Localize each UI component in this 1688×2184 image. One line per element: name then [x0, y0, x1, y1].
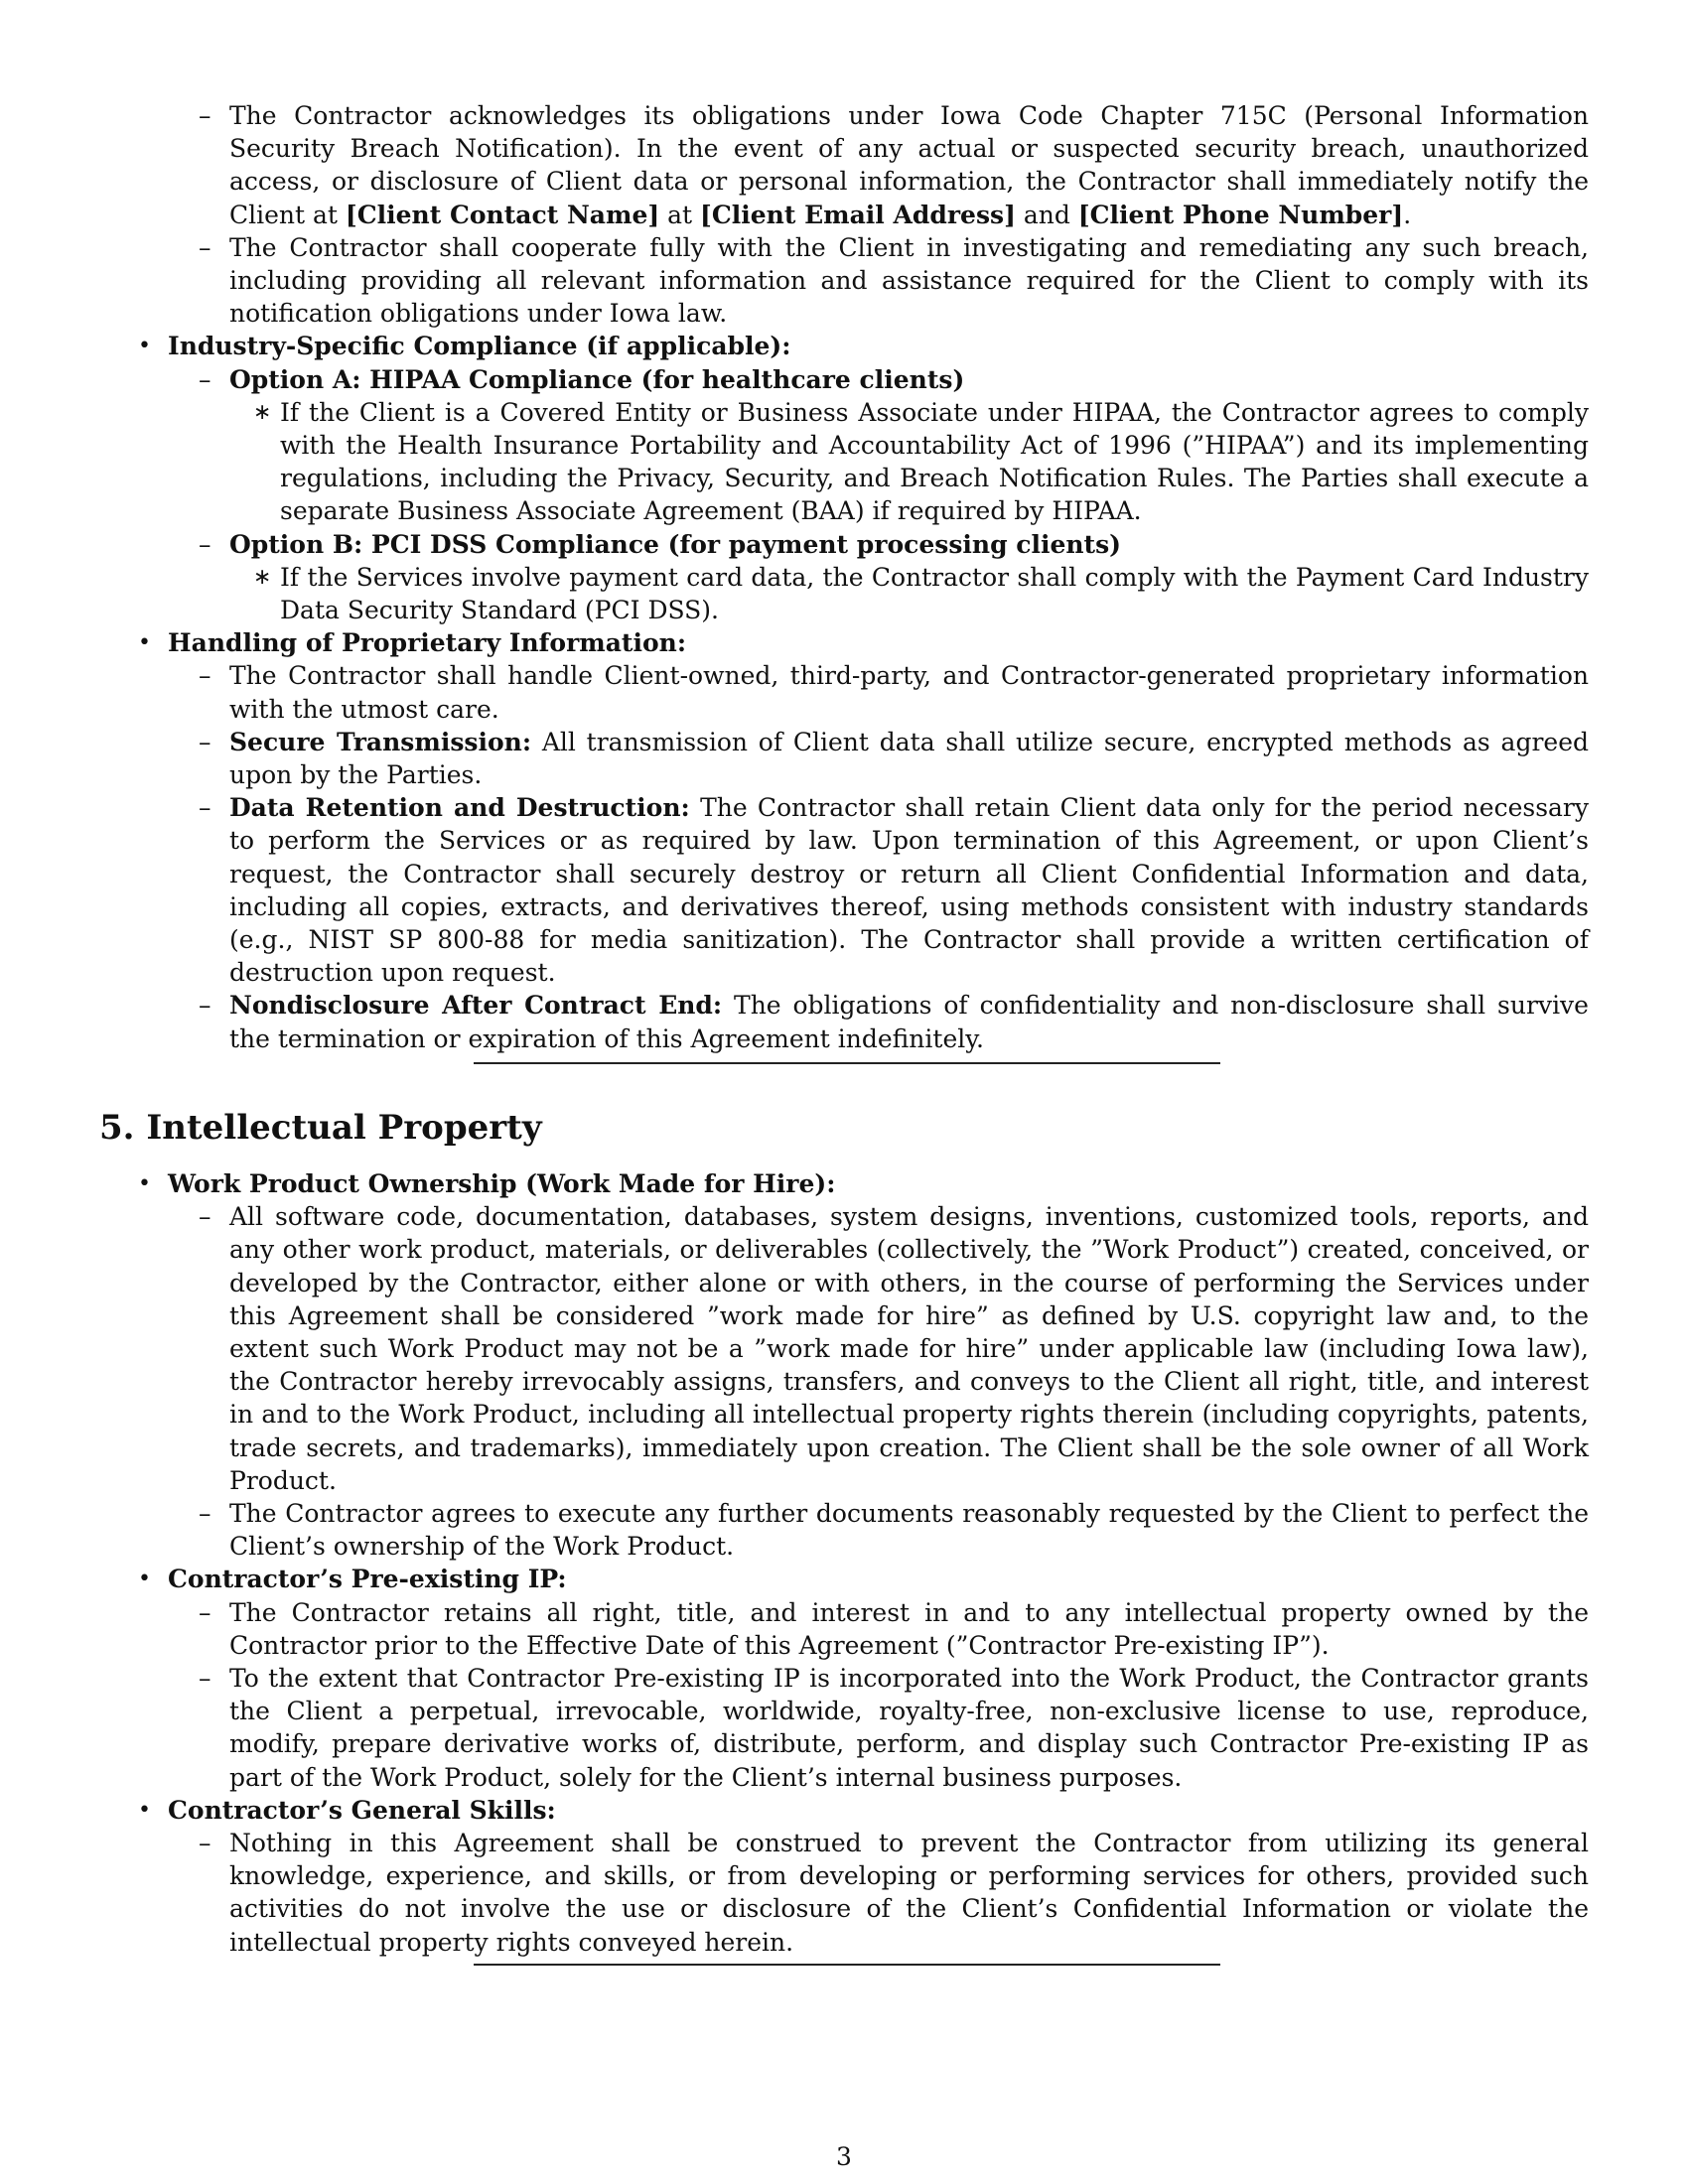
- section-5-list: [0, 1167, 1688, 1959]
- preexisting-retain-item: [168, 1596, 1589, 1662]
- breach-text: The Contractor acknowledges its obligations under Iowa Code Chapter 715C (Personal Information Security Breach Notification). In the event of any actual or suspected security breach, unauthorized access, or disclosure of Client data or personal information, the Contractor shall immediately notify the Client at: [229, 101, 1589, 229]
- preexisting-ip-item: [0, 1563, 1688, 1793]
- section-divider: [474, 1062, 1220, 1064]
- nondisclosure-text: The obligations of confidentiality and non-disclosure shall survive the termination or expiration of this Agreement indefinitely.: [229, 991, 1589, 1053]
- preexisting-retain-text: The Contractor retains all right, title, and interest in and to any intellectual property owned by the Contractor prior to the Effective Date of this Agreement (”Contractor Pre-existing IP”).: [229, 1597, 1589, 1660]
- option-b-text-item: [229, 561, 1589, 626]
- general-skills-text: Nothing in this Agreement shall be construed to prevent the Contractor from utilizing its general knowledge, experience, and skills, or from developing or performing services for others, provided such activities do not involve the use or disclosure of the Client’s Confidential Information or violate the intellectual property rights conveyed herein.: [229, 1829, 1589, 1957]
- client-contact-name-placeholder: [Client Contact Name]: [345, 200, 660, 229]
- preexisting-ip-list: [168, 1596, 1589, 1794]
- punctuation: .: [1403, 200, 1412, 229]
- option-a-text: If the Client is a Covered Entity or Business Associate under HIPAA, the Contractor agrees to comply with the Health Insurance Portability and Accountability Act of 1996 (”HIPAA”) and its implementing regulations, including the Privacy, Security, and Breach Notification Rules. The Parties shall execute a separate Business Associate Agreement (BAA) if required by HIPAA.: [280, 397, 1589, 526]
- data-retention-lead: Data Retention and Destruction:: [229, 793, 690, 823]
- nondisclosure-item: [168, 989, 1589, 1054]
- section-heading: 5. Intellectual Property: [99, 1108, 542, 1148]
- cooperation-text: The Contractor shall cooperate fully with the Client in investigating and remediating any such breach, including providing all relevant information and assistance required for the Client to comply with its notification obligations under Iowa law.: [229, 232, 1589, 329]
- data-retention-text: The Contractor shall retain Client data only for the period necessary to perform the Services or as required by law. Upon termination of this Agreement, or upon Client’s request, the Contractor shall securely destroy or return all Client Confidential Information and data, including all copies, extracts, and derivatives thereof, using methods consistent with industry standards (e.g., NIST SP 800-88 for media sanitization). The Contractor shall provide a written certification of destruction upon request.: [229, 793, 1590, 988]
- section-divider: [474, 1964, 1220, 1966]
- breach-cooperation-item: [0, 231, 1688, 331]
- industry-compliance-item: [0, 330, 1688, 626]
- proprietary-info-list: [168, 659, 1589, 1054]
- section-4-continuation: [0, 99, 1688, 1055]
- nondisclosure-lead: Nondisclosure After Contract End:: [229, 991, 723, 1021]
- industry-compliance-label: • Industry-Specific Compliance (if applicable):: [168, 332, 791, 361]
- secure-transmission-item: [168, 726, 1589, 791]
- proprietary-care-item: [168, 659, 1589, 725]
- option-b-text: If the Services involve payment card data, the Contractor shall comply with the Payment Card Industry Data Security Standard (PCI DSS).: [280, 562, 1589, 625]
- client-phone-placeholder: [Client Phone Number]: [1077, 200, 1404, 229]
- general-skills-label: • Contractor’s General Skills:: [168, 1795, 556, 1825]
- connector-text: and: [1015, 200, 1078, 229]
- proprietary-info-item: [0, 626, 1688, 1055]
- general-skills-text-item: [168, 1827, 1589, 1959]
- secure-transmission-lead: Secure Transmission:: [229, 727, 532, 756]
- general-skills-item: [0, 1794, 1688, 1959]
- option-a-label: – Option A: HIPAA Compliance (for healthcare clients): [229, 364, 965, 394]
- preexisting-ip-label: • Contractor’s Pre-existing IP:: [168, 1565, 567, 1594]
- work-product-list: [168, 1200, 1589, 1563]
- client-email-placeholder: [Client Email Address]: [700, 200, 1016, 229]
- work-product-item: [0, 1167, 1688, 1563]
- preexisting-license-item: [168, 1662, 1589, 1794]
- work-product-ownership-item: [168, 1200, 1589, 1497]
- item-text: The Contractor shall handle Client-owned, third-party, and Contractor-generated proprietary information with the utmost care.: [229, 661, 1589, 724]
- data-retention-item: [168, 791, 1589, 989]
- option-a-sublist: [229, 396, 1589, 528]
- breach-notification-item: [0, 99, 1688, 231]
- work-product-documents-item: [168, 1497, 1589, 1563]
- connector-text: at: [659, 200, 701, 229]
- option-a-text-item: [229, 396, 1589, 528]
- section-4-main-list: [0, 330, 1688, 1054]
- work-product-documents-text: The Contractor agrees to execute any further documents reasonably requested by the Client to perfect the Client’s ownership of the Work Product.: [229, 1499, 1589, 1562]
- proprietary-info-label: • Handling of Proprietary Information:: [168, 628, 687, 658]
- breach-notification-list: [0, 99, 1688, 330]
- option-b-item: [168, 528, 1589, 627]
- work-product-ownership-text: All software code, documentation, databases, system designs, inventions, customized tools, reports, and any other work product, materials, or deliverables (collectively, the ”Work Product”) created, conceived, or developed by the Contractor, either alone or with others, in the course of performing the Services under this Agreement shall be considered ”work made for hire” as defined by U.S. copyright law and, to the extent such Work Product may not be a ”work made for hire” under applicable law (including Iowa law), the Contractor hereby irrevocably assigns, transfers, and conveys to the Client all right, title, and interest in and to the Work Product, including all intellectual property rights therein (including copyrights, patents, trade secrets, and trademarks), immediately upon creation. The Client shall be the sole owner of all Work Product.: [229, 1202, 1589, 1495]
- general-skills-list: [168, 1827, 1589, 1959]
- work-product-label: • Work Product Ownership (Work Made for Hire):: [168, 1169, 836, 1198]
- industry-options-list: [168, 363, 1589, 627]
- secure-transmission-text: All transmission of Client data shall utilize secure, encrypted methods as agreed upon by the Parties.: [229, 727, 1589, 790]
- option-b-label: – Option B: PCI DSS Compliance (for payment processing clients): [229, 529, 1121, 559]
- option-a-item: [168, 363, 1589, 528]
- preexisting-license-text: To the extent that Contractor Pre-existing IP is incorporated into the Work Product, the Contractor grants the Client a perpetual, irrevocable, worldwide, royalty-free, non-exclusive license to use, reproduce, modify, prepare derivative works of, distribute, perform, and display such Contractor Pre-existing IP as part of the Work Product, solely for the Client’s internal business purposes.: [229, 1664, 1589, 1792]
- option-b-sublist: [229, 561, 1589, 626]
- page-number: 3: [836, 2142, 852, 2171]
